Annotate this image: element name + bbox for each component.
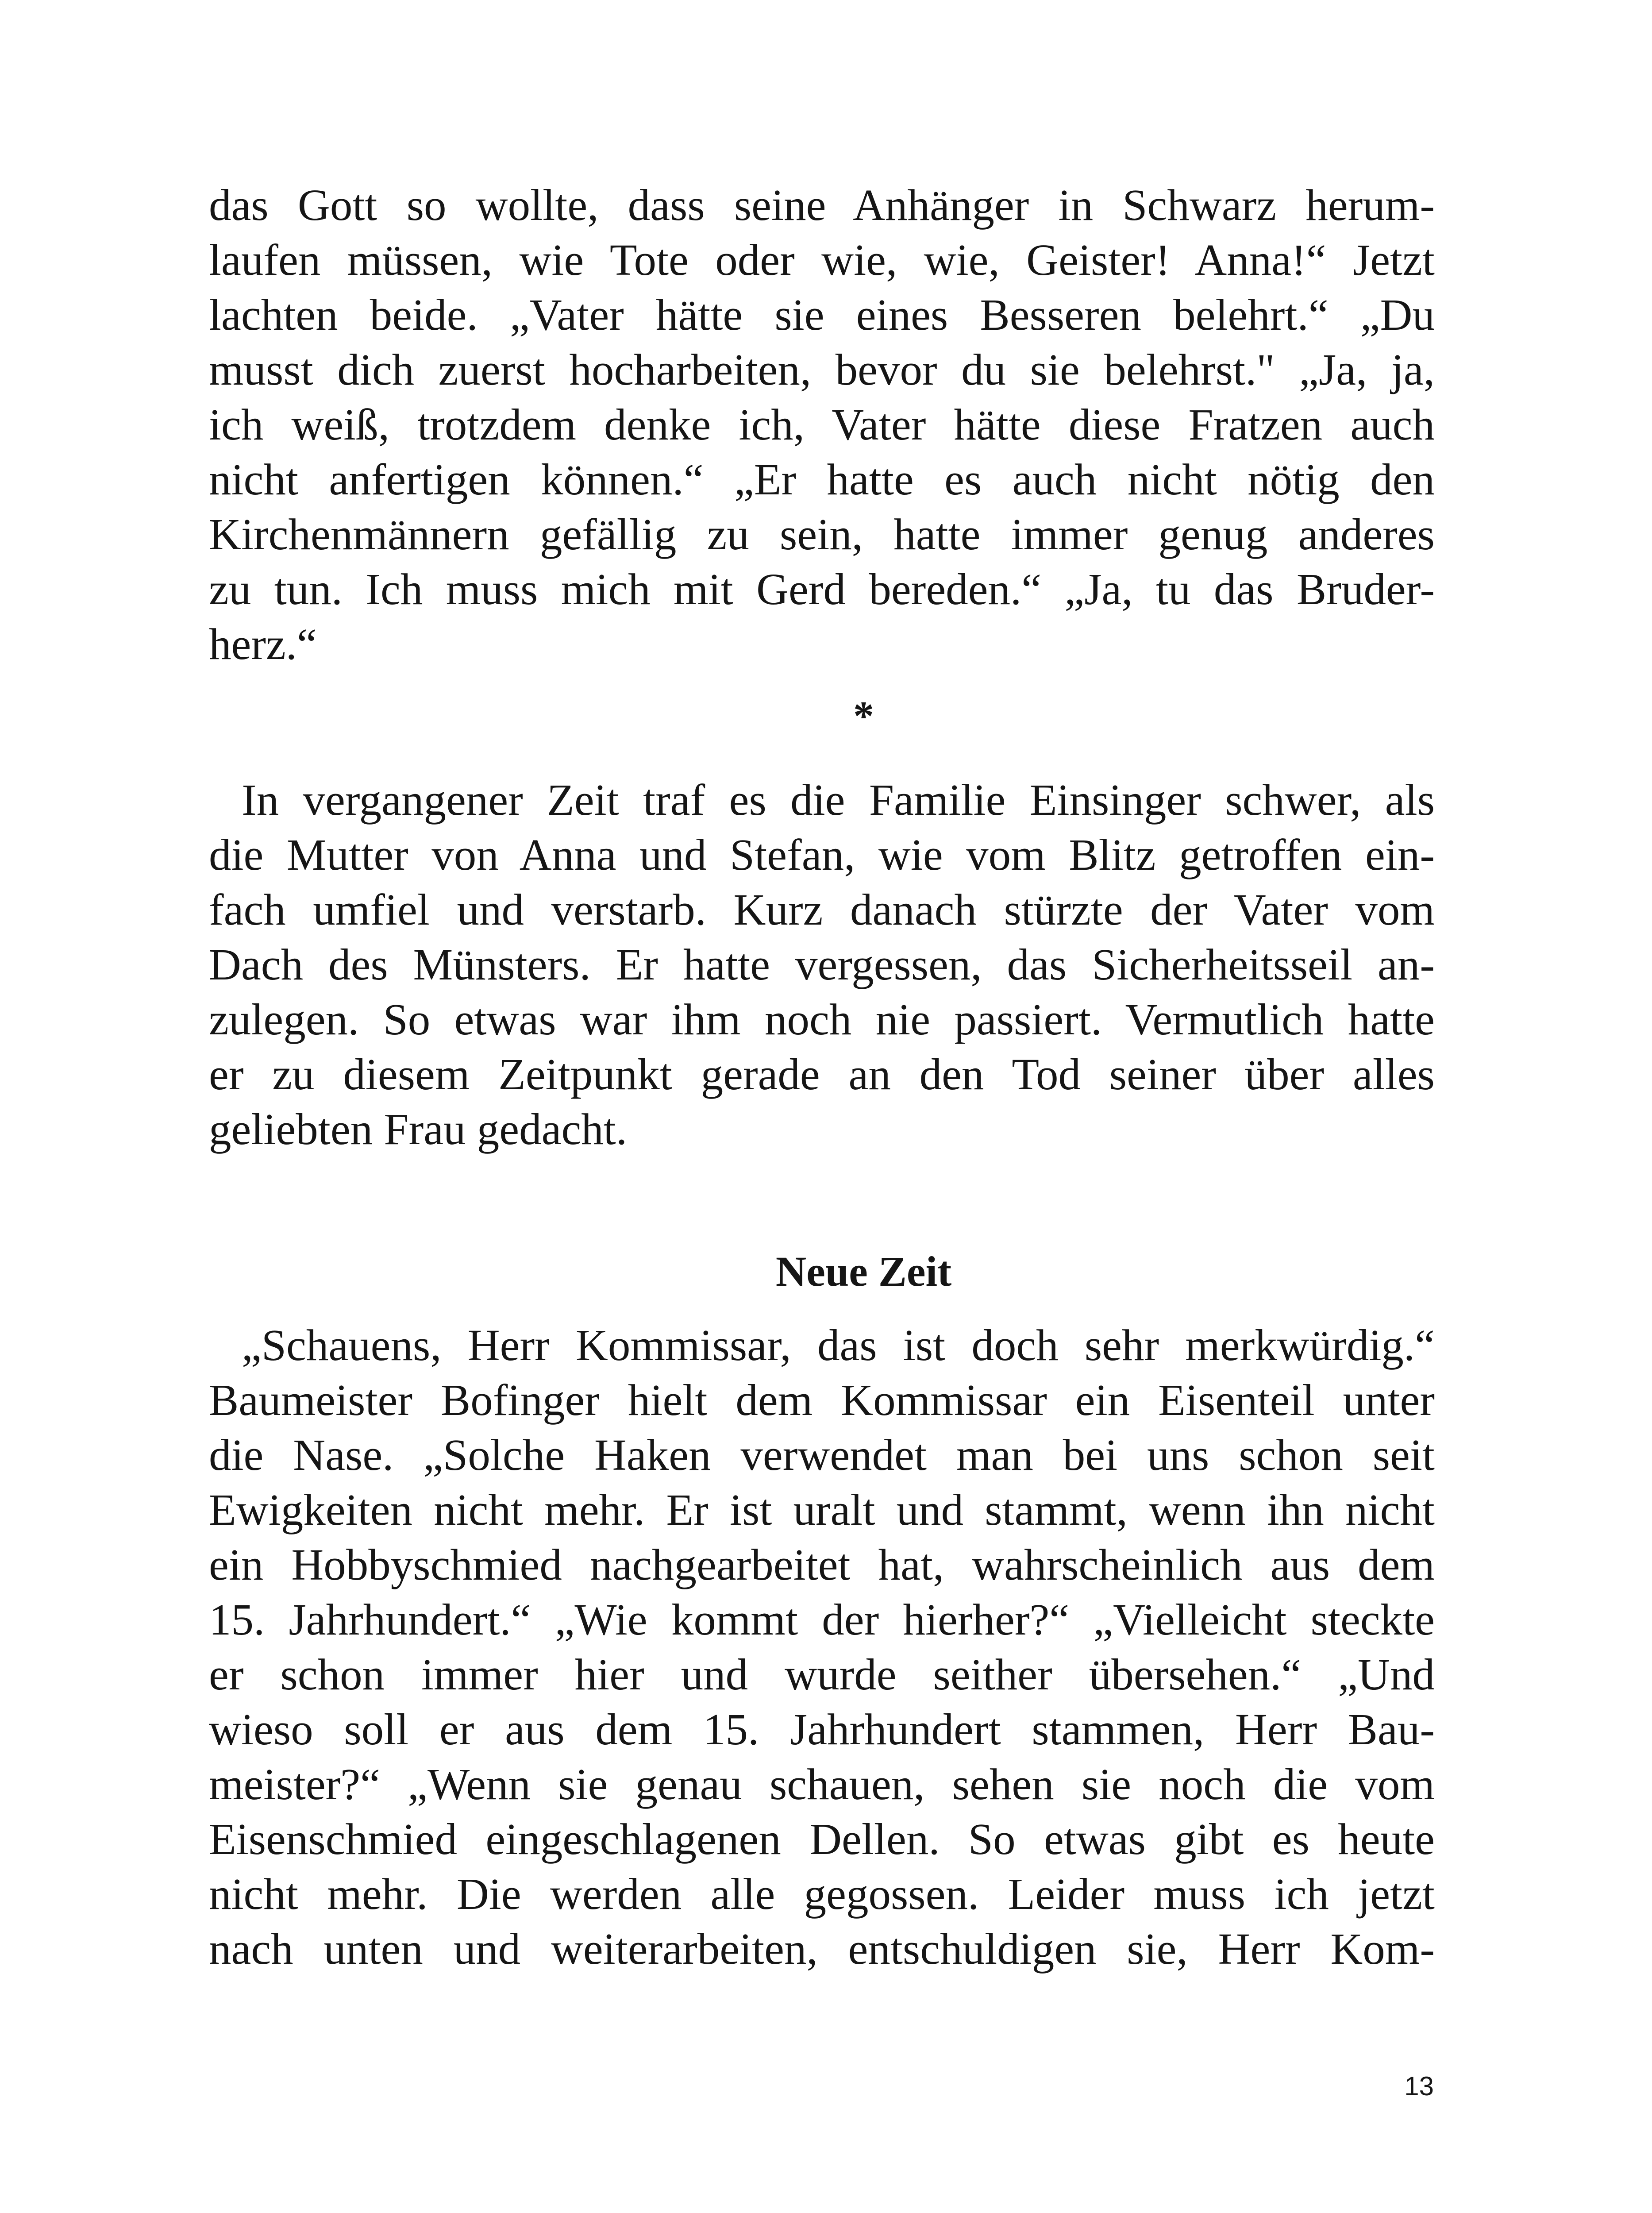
text-line: zu tun. Ich muss mich mit Gerd bereden.“ „Ja, tu das Bruder-	[209, 564, 1435, 614]
chapter-heading: Neue Zeit	[775, 1248, 952, 1295]
text-line: Dach des Münsters. Er hatte vergessen, das Sicherheitsseil an-	[209, 940, 1435, 989]
text-line: zulegen. So etwas war ihm noch nie passiert. Vermutlich hatte	[209, 995, 1435, 1044]
text-line: die Nase. „Solche Haken verwendet man bei uns schon seit	[209, 1430, 1435, 1480]
paragraph-new-chapter	[209, 1318, 1435, 1976]
text-line: Kirchenmännern gefällig zu sein, hatte immer genug anderes	[209, 509, 1435, 559]
text-line: musst dich zuerst hocharbeiten, bevor du sie belehrst." „Ja, ja,	[209, 345, 1435, 394]
text-line: ich weiß, trotzdem denke ich, Vater hätte diese Fratzen auch	[209, 400, 1435, 449]
text-line: „Schauens, Herr Kommissar, das ist doch sehr merkwürdig.“	[242, 1320, 1435, 1370]
text-line: Eisenschmied eingeschlagenen Dellen. So etwas gibt es heute	[209, 1814, 1435, 1864]
text-line: er zu diesem Zeitpunkt gerade an den Tod seiner über alles	[209, 1049, 1435, 1099]
text-line: 15. Jahrhundert.“ „Wie kommt der hierher?“ „Vielleicht steckte	[209, 1595, 1435, 1644]
text-line: laufen müssen, wie Tote oder wie, wie, Geister! Anna!“ Jetzt	[209, 235, 1435, 285]
section-separator: *	[853, 693, 874, 739]
text-line: herz.“	[209, 619, 317, 669]
text-line: ein Hobbyschmied nachgearbeitet hat, wahrscheinlich aus dem	[209, 1540, 1435, 1589]
text-line: das Gott so wollte, dass seine Anhänger in Schwarz herum-	[209, 180, 1435, 230]
text-line: er schon immer hier und wurde seither übersehen.“ „Und	[209, 1650, 1435, 1699]
text-line: Baumeister Bofinger hielt dem Kommissar ein Eisenteil unter	[209, 1375, 1435, 1425]
paragraph-continuation	[209, 177, 1435, 671]
text-line: Ewigkeiten nicht mehr. Er ist uralt und stammt, wenn ihn nicht	[209, 1485, 1435, 1534]
text-line: meister?“ „Wenn sie genau schauen, sehen sie noch die vom	[209, 1759, 1435, 1809]
text-line: geliebten Frau gedacht.	[209, 1104, 628, 1154]
text-line: fach umfiel und verstarb. Kurz danach stürzte der Vater vom	[209, 885, 1435, 934]
text-line: nach unten und weiterarbeiten, entschuldigen sie, Herr Kom-	[209, 1924, 1435, 1974]
text-line: wieso soll er aus dem 15. Jahrhundert stammen, Herr Bau-	[209, 1704, 1435, 1754]
text-line: nicht anfertigen können.“ „Er hatte es auch nicht nötig den	[209, 455, 1435, 504]
paragraph-family-history	[209, 772, 1435, 1157]
text-line: die Mutter von Anna und Stefan, wie vom Blitz getroffen ein-	[209, 830, 1435, 879]
page-number: 13	[1404, 2071, 1434, 2101]
text-line: nicht mehr. Die werden alle gegossen. Leider muss ich jetzt	[209, 1869, 1435, 1919]
text-line: lachten beide. „Vater hätte sie eines Besseren belehrt.“ „Du	[209, 290, 1435, 339]
text-line: In vergangener Zeit traf es die Familie Einsinger schwer, als	[242, 775, 1435, 825]
